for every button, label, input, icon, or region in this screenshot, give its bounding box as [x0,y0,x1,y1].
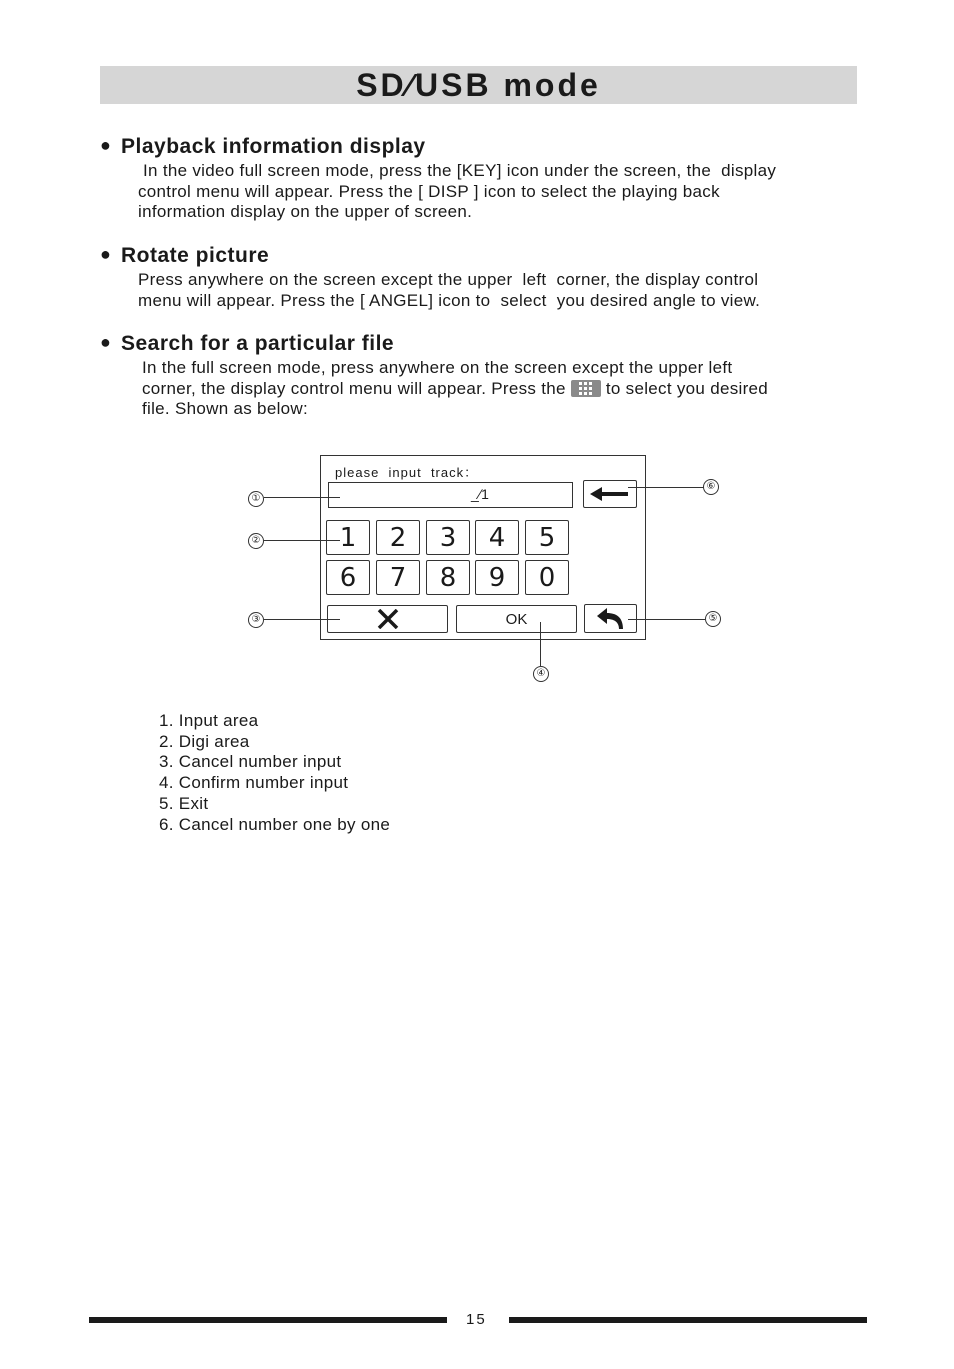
body-line: menu will appear. Press the [ ANGEL] icon to select you desired angle to view. [138,290,761,310]
section-body-playback [138,161,776,223]
track-input-value: _∕1 [471,486,489,502]
keypad-prompt: please input track： [335,465,479,480]
callout-6: ⑥ [703,479,719,495]
body-line: Press anywhere on the screen except the upper left corner, the display control [138,270,759,289]
footer-rule-right [509,1317,867,1323]
track-input-field[interactable] [328,482,573,508]
footer-rule-left [89,1317,447,1323]
bullet-icon: ● [100,135,112,155]
leader-line [628,619,705,620]
callout-legend [159,711,390,835]
legend-item: 6. Cancel number one by one [159,814,391,834]
leader-line [628,487,704,488]
backspace-button[interactable] [583,480,637,508]
leader-line [264,497,340,498]
digit-key[interactable]: 6 [326,560,370,595]
legend-item: 1. Input area [159,711,259,730]
legend-item: 2. Digi area [159,731,250,751]
callout-5: ⑤ [705,611,721,627]
grid-icon [571,380,601,397]
cancel-input-button[interactable] [327,605,448,633]
leader-line [264,540,340,541]
body-line: In the video full screen mode, press the [KEY] icon under the screen, the display [138,161,777,180]
digit-key[interactable]: 3 [426,520,470,555]
body-line: corner, the display control menu will appear. Press the to select you desired [142,378,769,398]
return-arrow-icon [596,607,626,631]
digit-key[interactable]: 7 [376,560,420,595]
callout-3: ③ [248,612,264,628]
leader-line [540,622,541,666]
bullet-icon: ● [100,244,112,264]
section-body-search [142,358,768,420]
digit-key[interactable]: 8 [426,560,470,595]
legend-item: 3. Cancel number input [159,752,342,772]
bullet-icon: ● [100,332,112,352]
body-line: control menu will appear. Press the [ DISP ] icon to select the playing back [138,181,720,201]
body-line: In the full screen mode, press anywhere on the screen except the upper left [142,358,733,377]
digit-key[interactable]: 9 [475,560,519,595]
callout-2: ② [248,533,264,549]
digit-key[interactable]: 2 [376,520,420,555]
body-line: file. Shown as below: [142,399,308,418]
ok-button[interactable]: OK [456,605,577,633]
digit-key[interactable]: 5 [525,520,569,555]
body-line: information display on the upper of screen. [138,202,473,221]
section-body-rotate [138,270,760,311]
section-heading-search: ● Search for a particular file [100,332,395,355]
section-heading-rotate: ● Rotate picture [100,244,270,267]
page-title: SD∕USB mode [356,67,601,103]
section-heading-playback: ● Playback information display [100,135,426,158]
left-arrow-icon [590,486,630,502]
page-number: 15 [466,1311,487,1328]
leader-line [264,619,340,620]
legend-item: 5. Exit [159,793,209,813]
digit-key[interactable]: 4 [475,520,519,555]
digit-key[interactable]: 0 [525,560,569,595]
page-title-bar [100,66,857,104]
legend-item: 4. Confirm number input [159,773,349,793]
digit-key[interactable]: 1 [326,520,370,555]
x-icon [377,609,399,629]
callout-1: ① [248,491,264,507]
callout-4: ④ [533,666,549,682]
